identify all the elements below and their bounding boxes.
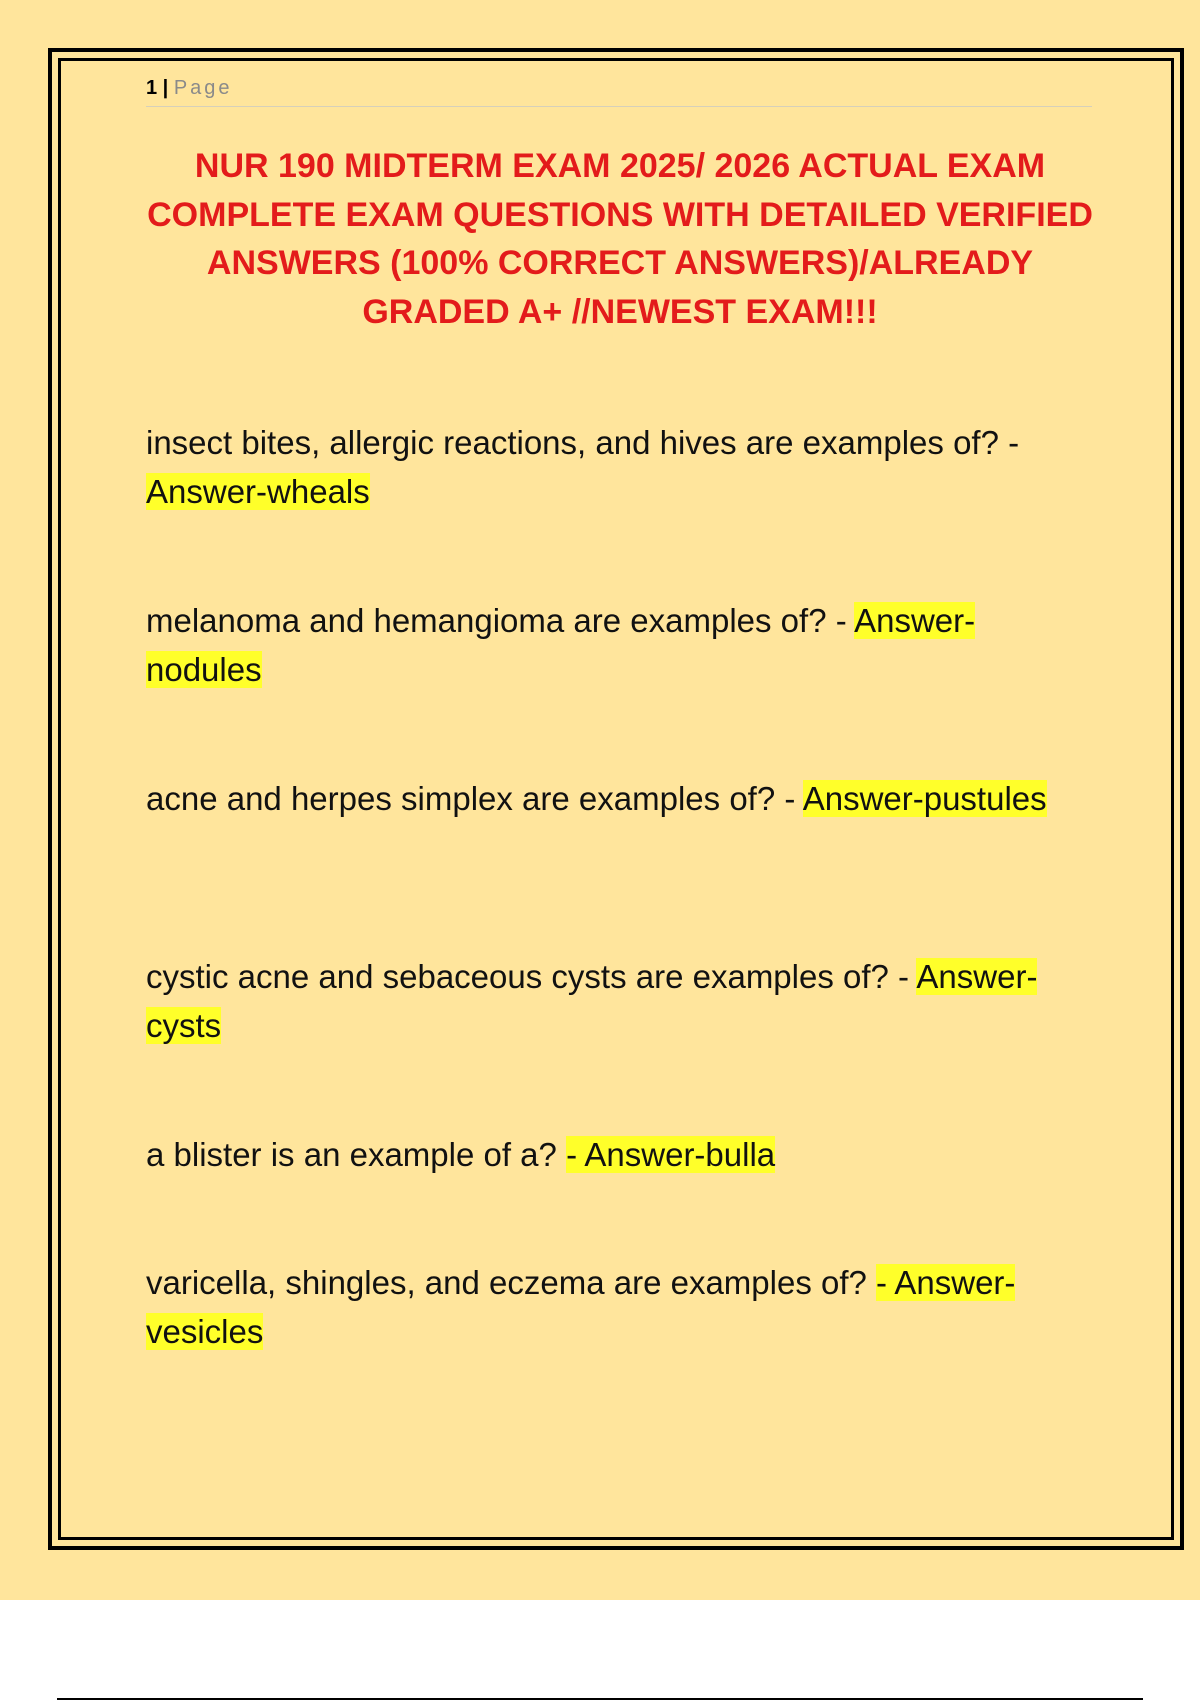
answer-text: - Answer-bulla [566,1136,776,1173]
question-text: insect bites, allergic reactions, and hives are examples of? - [146,424,1020,461]
page-number: 1 [146,77,158,99]
answer-text: Answer-pustules [802,780,1047,817]
question-text: varicella, shingles, and eczema are examples of? [146,1264,877,1301]
question-item [146,419,1086,516]
answer-text: Answer-cysts [146,958,1038,1044]
question-text: acne and herpes simplex are examples of? - [146,780,803,817]
page-separator: | [157,77,174,99]
document-title: NUR 190 MIDTERM EXAM 2025/ 2026 ACTUAL EXAM COMPLETE EXAM QUESTIONS WITH DETAILED VERIFIED ANSWERS (100% CORRECT ANSWERS)/ALREADY GRADED A+ //NEWEST EXAM!!! [147,147,1093,331]
page-label: Page [173,77,233,99]
question-item [146,953,1086,1050]
answer-text: - Answer-vesicles [146,1264,1016,1350]
question-item [146,1259,1086,1356]
question-item [146,597,1086,694]
question-text: cystic acne and sebaceous cysts are examples of? - [146,958,917,995]
question-text: melanoma and hemangioma are examples of? - [146,602,855,639]
question-text: a blister is an example of a? [146,1136,567,1173]
question-item [146,1131,1086,1180]
answer-text: Answer-wheals [146,472,370,510]
answer-text: Answer-nodules [146,602,976,688]
page-header [146,74,1092,107]
question-item [146,775,1086,824]
